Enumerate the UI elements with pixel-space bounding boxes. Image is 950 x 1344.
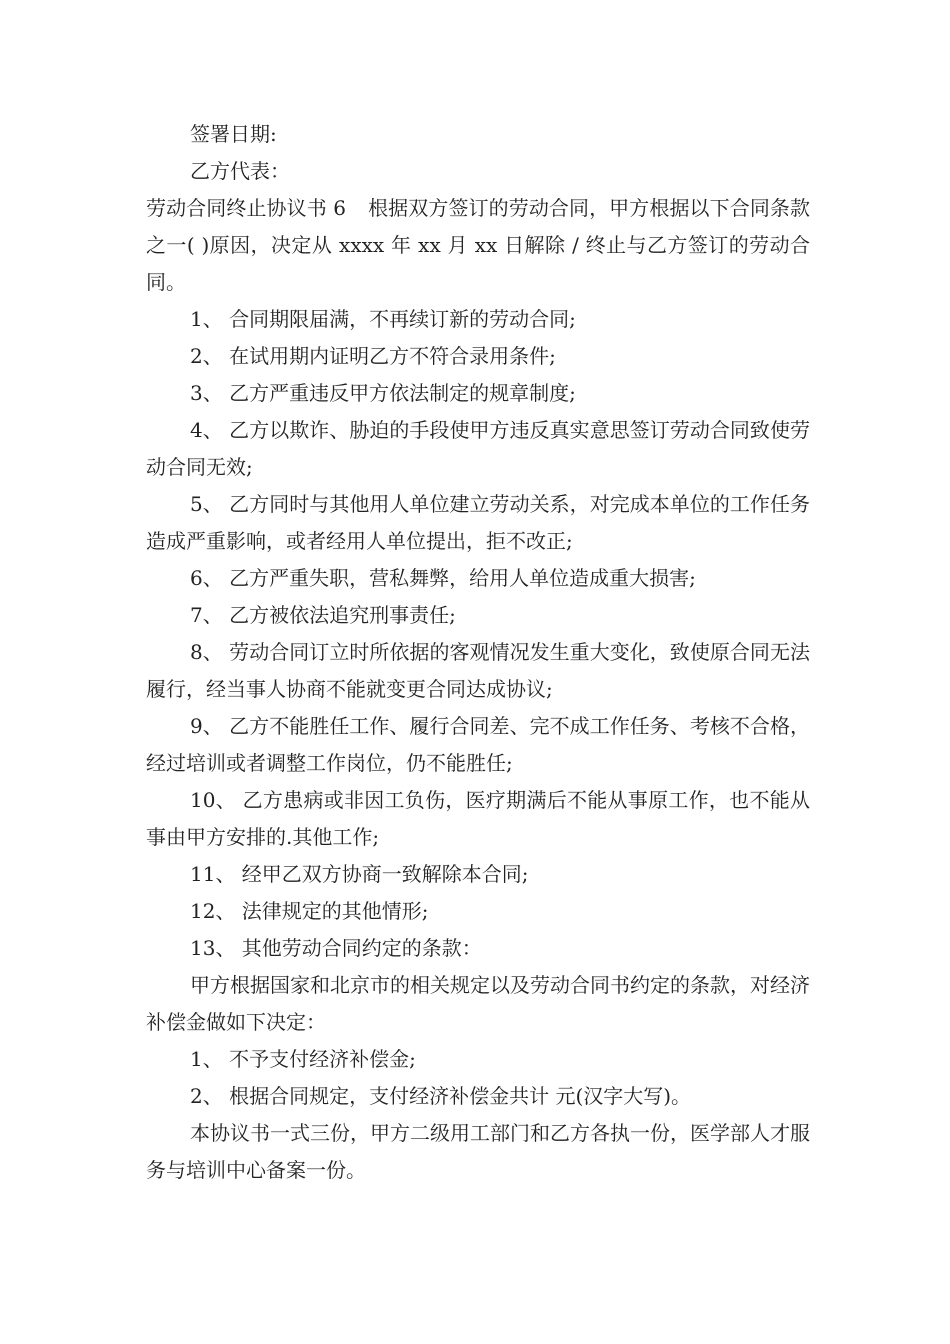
closing-paragraph: 本协议书一式三份，甲方二级用工部门和乙方各执一份，医学部人才服务与培训中心备案一份。 [146, 1121, 810, 1182]
compensation-intro-paragraph: 甲方根据国家和北京市的相关规定以及劳动合同书约定的条款，对经济补偿金做如下决定： [146, 973, 810, 1034]
termination-intro-text: 根据双方签订的劳动合同，甲方根据以下合同条款之一( )原因，决定从 xxxx 年 xx 月 xx 日解除 / 终止与乙方签订的劳动合同。 [146, 196, 810, 294]
clause-2: 2、 在试用期内证明乙方不符合录用条件; [190, 344, 556, 368]
compensation-option-2: 2、 根据合同规定，支付经济补偿金共计 元(汉字大写)。 [190, 1084, 692, 1108]
sign-date-label: 签署日期: [190, 122, 277, 146]
clause-10: 10、 乙方患病或非因工负伤，医疗期满后不能从事原工作，也不能从事由甲方安排的.其他工作; [146, 788, 810, 849]
party-b-representative-label: 乙方代表： [190, 159, 290, 183]
clause-4: 4、 乙方以欺诈、胁迫的手段使甲方违反真实意思签订劳动合同致使劳动合同无效; [146, 418, 810, 479]
document-title: 劳动合同终止协议书 6 [146, 196, 346, 220]
clause-5: 5、 乙方同时与其他用人单位建立劳动关系，对完成本单位的工作任务造成严重影响，或者经用人单位提出，拒不改正; [146, 492, 810, 553]
clause-8: 8、 劳动合同订立时所依据的客观情况发生重大变化，致使原合同无法履行，经当事人协商不能就变更合同达成协议; [146, 640, 810, 701]
clause-6: 6、 乙方严重失职，营私舞弊，给用人单位造成重大损害; [190, 566, 696, 590]
clause-12: 12、 法律规定的其他情形; [190, 899, 429, 923]
clause-11: 11、 经甲乙双方协商一致解除本合同; [190, 862, 529, 886]
compensation-option-1: 1、 不予支付经济补偿金; [190, 1047, 416, 1071]
document-body [146, 116, 810, 1189]
clause-9: 9、 乙方不能胜任工作、履行合同差、完不成工作任务、考核不合格，经过培训或者调整工作岗位，仍不能胜任; [146, 714, 810, 775]
clause-1: 1、 合同期限届满，不再续订新的劳动合同; [190, 307, 576, 331]
termination-intro-paragraph [146, 190, 810, 301]
clause-3: 3、 乙方严重违反甲方依法制定的规章制度; [190, 381, 576, 405]
clause-7: 7、 乙方被依法追究刑事责任; [190, 603, 456, 627]
clause-13: 13、 其他劳动合同约定的条款： [190, 936, 482, 960]
